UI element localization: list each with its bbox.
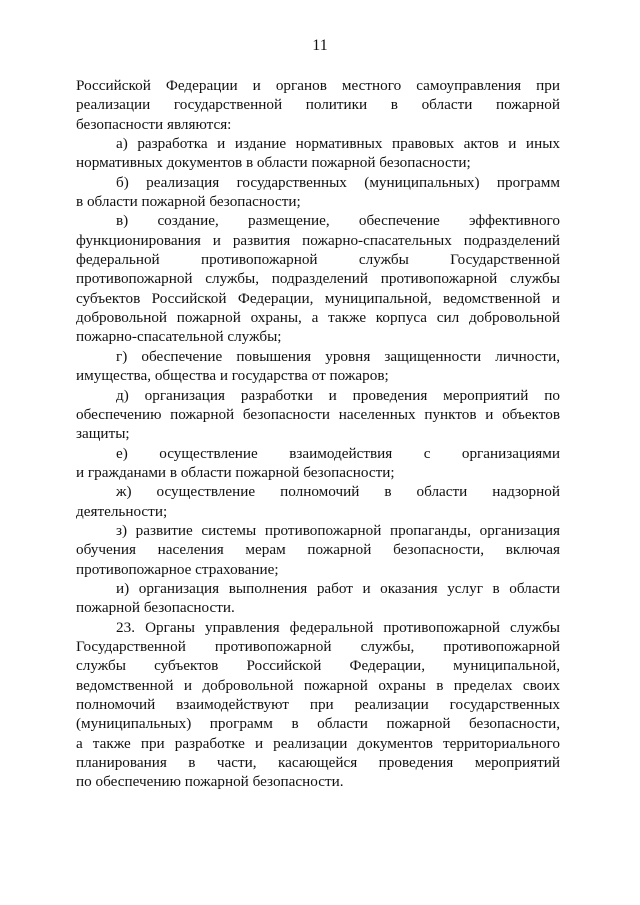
text-line: имущества, общества и государства от пожаров; [76,367,389,385]
text-line: з) развитие системы противопожарной пропаганды, организация [116,521,560,539]
text-line: пожарно-спасательной службы; [76,328,282,346]
paragraph [76,579,560,618]
text-line: обеспечению пожарной безопасности населенных пунктов и объектов [76,405,560,423]
text-line: б) реализация государственных (муниципальных) программ [116,173,560,191]
text-line: нормативных документов в области пожарной безопасности; [76,154,471,172]
text-line: субъектов Российской Федерации, муниципальной, ведомственной и [76,289,560,307]
text-line: в области пожарной безопасности; [76,193,301,211]
document-body [76,76,560,792]
text-line: г) обеспечение повышения уровня защищенности личности, [116,347,560,365]
text-line: пожарной безопасности. [76,599,235,617]
text-line: федеральной противопожарной службы Государственной [76,251,560,269]
text-line: и гражданами в области пожарной безопасности; [76,463,395,481]
text-line: в) создание, размещение, обеспечение эффективного [116,212,560,230]
text-line: д) организация разработки и проведения мероприятий по [116,386,560,404]
paragraph [76,347,560,386]
paragraph [76,618,560,792]
paragraph [76,444,560,483]
paragraph [76,134,560,173]
paragraph [76,386,560,444]
text-line: обучения населения мерам пожарной безопасности, включая [76,541,560,559]
text-line: 23. Органы управления федеральной противопожарной службы [116,618,560,636]
page-number: 11 [312,37,328,54]
text-line: деятельности; [76,502,168,520]
paragraph [76,482,560,521]
text-line: Российской Федерации и органов местного самоуправления при [76,77,560,94]
text-line: противопожарное страхование; [76,560,279,578]
paragraph [76,173,560,212]
text-line: добровольной пожарной охраны, а также корпуса сил добровольной [76,309,560,327]
text-line: и) организация выполнения работ и оказания услуг в области [116,579,560,597]
text-line: планирования в части, касающейся проведения мероприятий [76,754,560,772]
text-line: е) осуществление взаимодействия с организациями [116,444,560,462]
text-line: службы субъектов Российской Федерации, муниципальной, [76,657,560,675]
text-line: безопасности являются: [76,115,232,133]
text-line: ж) осуществление полномочий в области надзорной [116,483,560,501]
text-line: по обеспечению пожарной безопасности. [76,773,344,791]
text-line: а также при разработке и реализации документов территориального [76,734,560,752]
text-line: реализации государственной политики в области пожарной [76,96,560,114]
paragraph [76,521,560,579]
text-line: защиты; [76,425,130,443]
text-line: ведомственной и добровольной пожарной охраны в пределах своих [76,676,560,694]
text-line: а) разработка и издание нормативных правовых актов и иных [116,135,560,153]
text-line: противопожарной службы, подразделений противопожарной службы [76,270,560,288]
paragraph [76,211,560,346]
text-line: функционирования и развития пожарно-спасательных подразделений [76,231,560,249]
text-line: полномочий взаимодействуют при реализации государственных [76,696,560,713]
text-line: (муниципальных) программ в области пожарной безопасности, [76,715,560,733]
text-line: Государственной противопожарной службы, противопожарной [76,637,560,655]
paragraph [76,76,560,134]
